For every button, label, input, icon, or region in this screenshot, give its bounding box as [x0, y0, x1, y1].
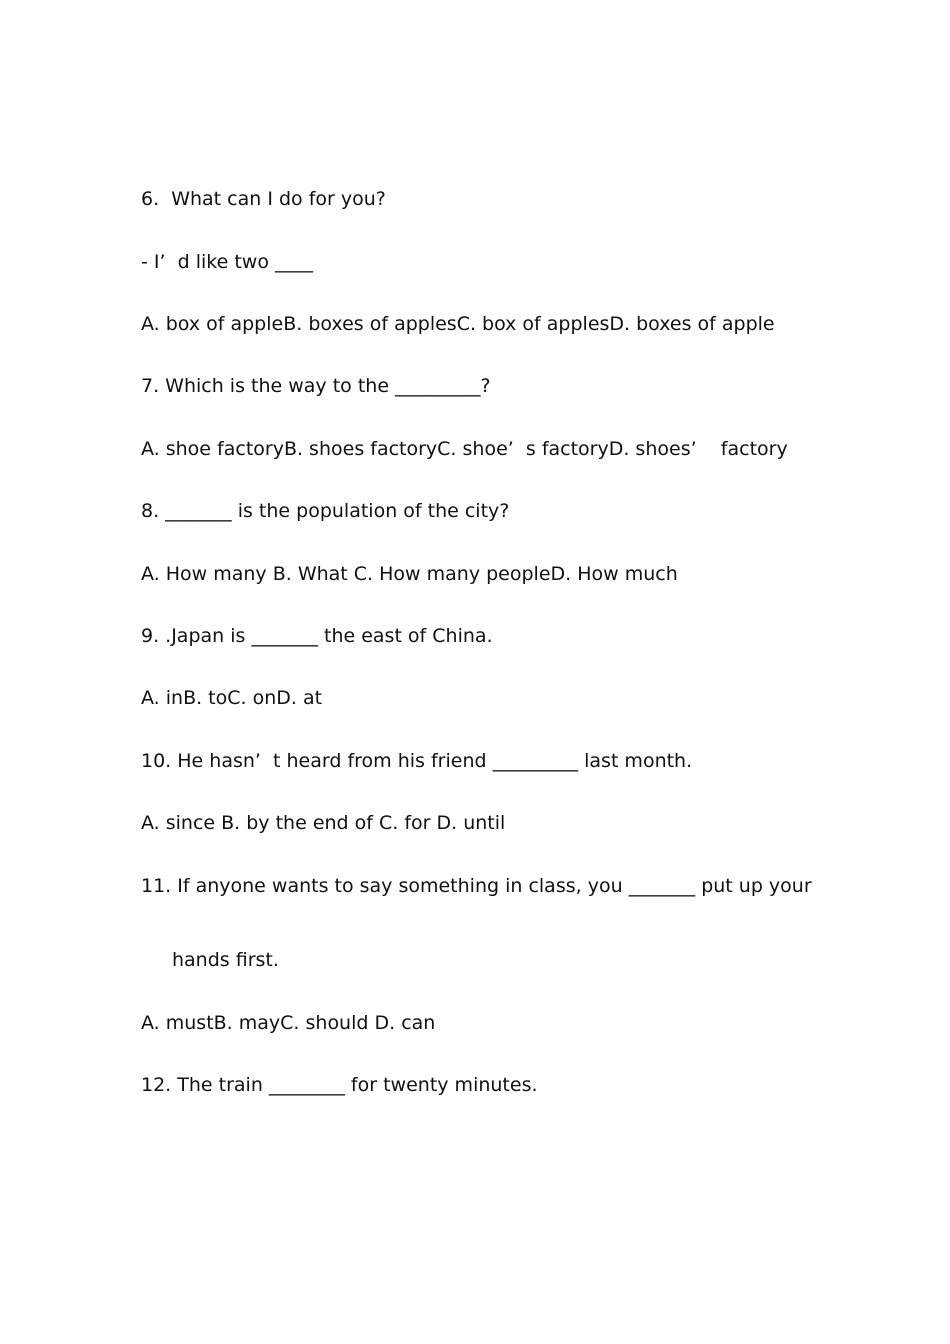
options-8: A. How many B. What C. How many peopleD. How much: [141, 563, 678, 585]
question-9: 9. .Japan is _______ the east of China.: [141, 625, 493, 647]
question-12: 12. The train ________ for twenty minutes.: [141, 1074, 538, 1096]
question-11-continuation: hands first.: [172, 949, 279, 971]
options-7: A. shoe factoryB. shoes factoryC. shoe’ s factoryD. shoes’ factory: [141, 438, 788, 460]
question-10: 10. He hasn’ t heard from his friend _________ last month.: [141, 750, 693, 772]
question-8: 8. _______ is the population of the city?: [141, 500, 510, 522]
question-11: 11. If anyone wants to say something in class, you _______ put up your: [141, 875, 812, 897]
answer-line-6: - I’ d like two ____: [141, 251, 313, 273]
options-6: A. box of appleB. boxes of applesC. box of applesD. boxes of apple: [141, 313, 775, 335]
options-9: A. inB. toC. onD. at: [141, 687, 323, 709]
options-11: A. mustB. mayC. should D. can: [141, 1012, 436, 1034]
question-6: 6. What can I do for you?: [141, 188, 386, 210]
question-7: 7. Which is the way to the _________?: [141, 375, 491, 397]
options-10: A. since B. by the end of C. for D. until: [141, 812, 506, 834]
